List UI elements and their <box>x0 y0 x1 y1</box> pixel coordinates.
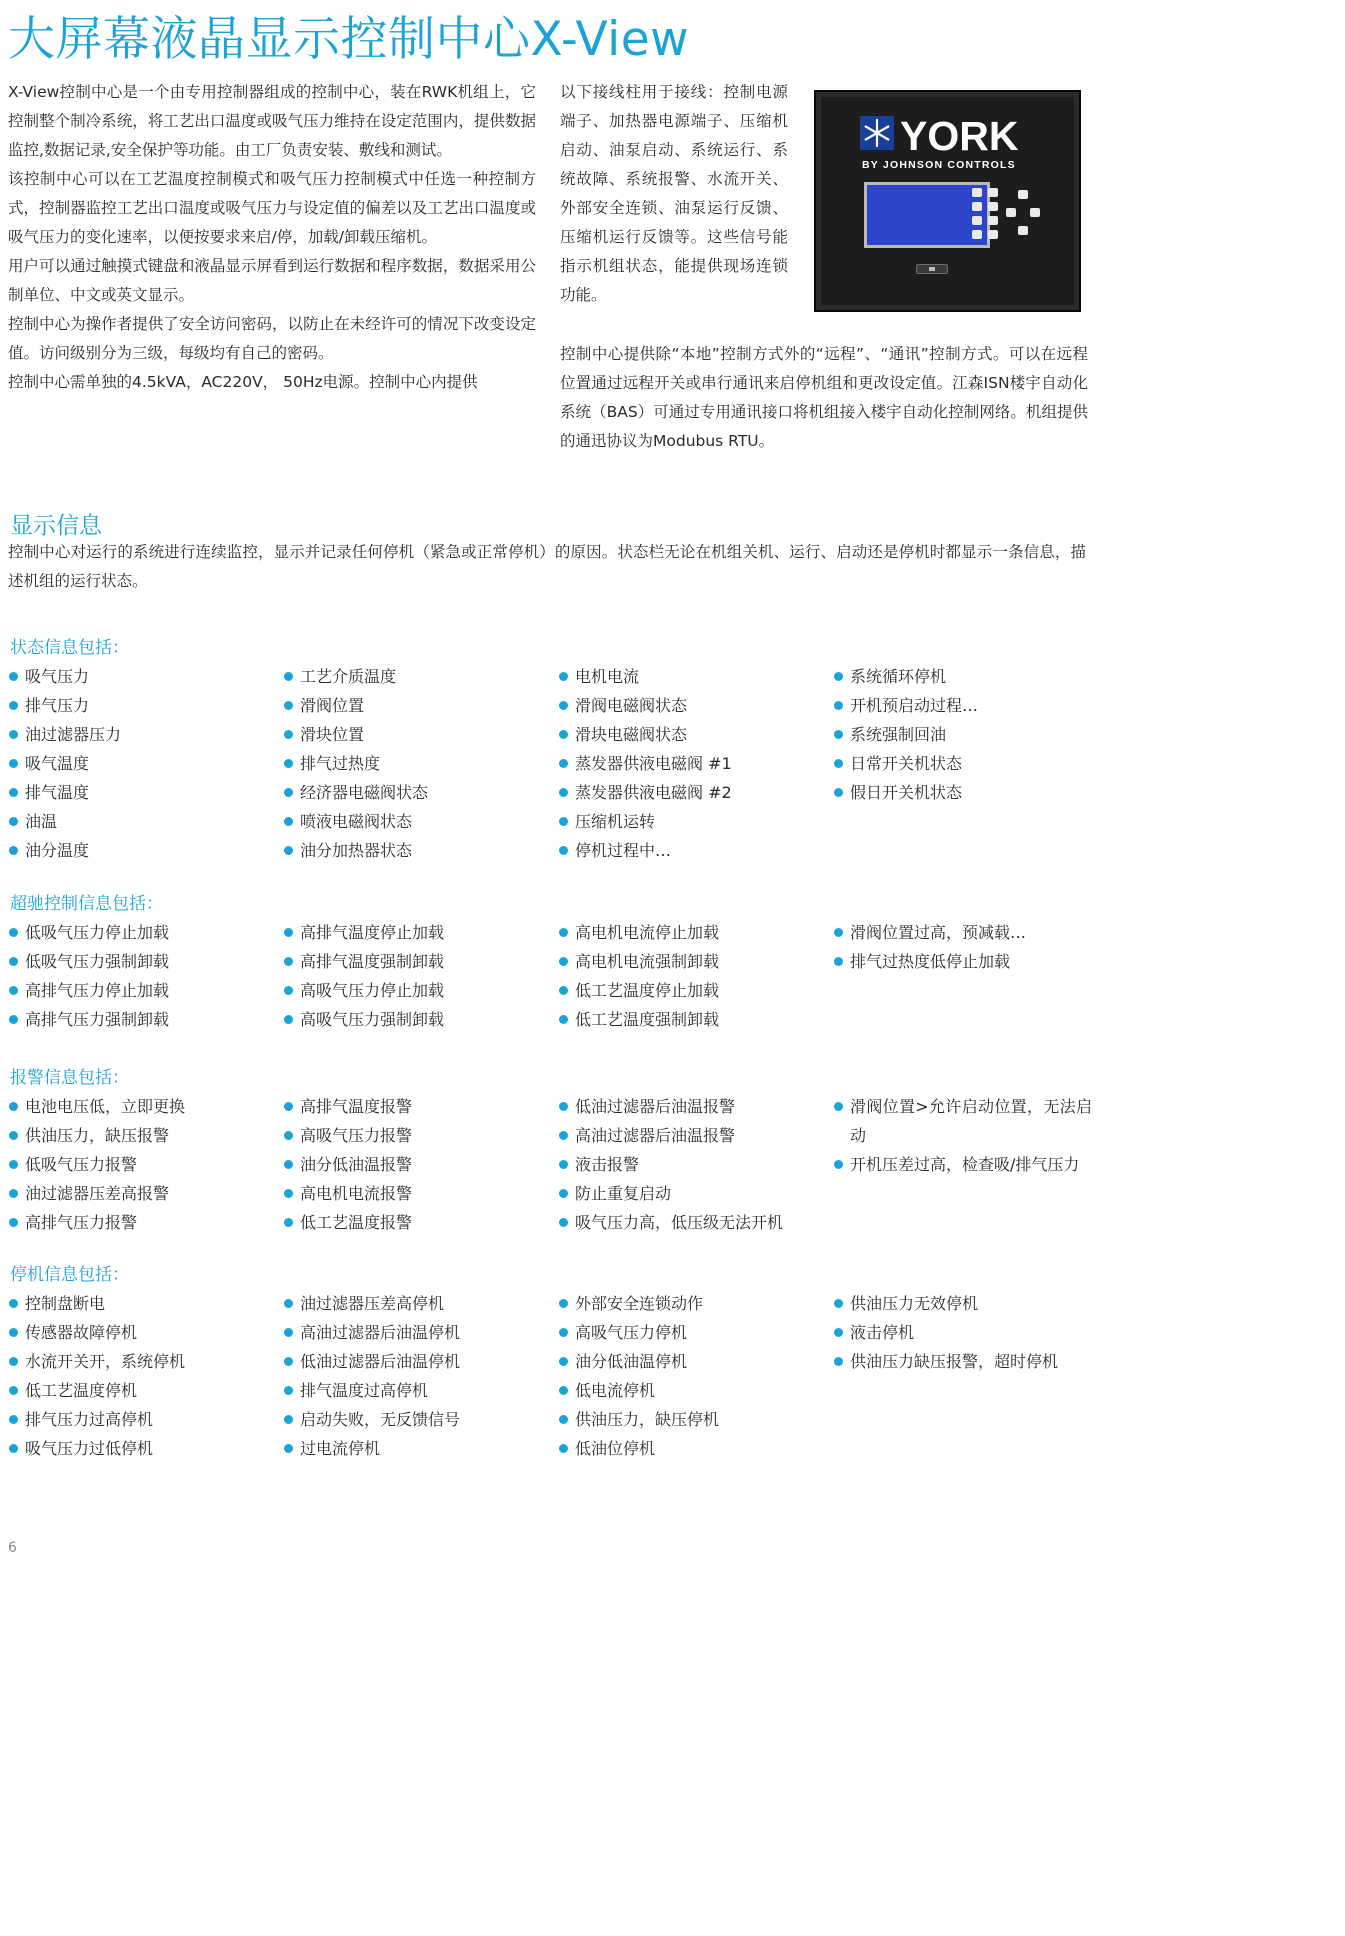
list-item: 排气温度 <box>8 778 283 807</box>
status-info-grid <box>8 662 1092 865</box>
list-item: 排气温度过高停机 <box>283 1376 558 1405</box>
list-item: 开机预启动过程… <box>833 691 1092 720</box>
york-logo <box>858 108 1042 172</box>
keypad-left-key[interactable] <box>1006 208 1016 217</box>
list-item: 启动失败，无反馈信号 <box>283 1405 558 1434</box>
intro-paragraph: X-View控制中心是一个由专用控制器组成的控制中心，装在RWK机组上，它控制整个制冷系统，将工艺出口温度或吸气压力维持在设定范围内，提供数据监控,数据记录,安全保护等功能。由工厂负责安装、敷线和测试。 <box>8 83 536 159</box>
info-column <box>283 1289 558 1463</box>
list-item: 供油压力，缺压报警 <box>8 1121 283 1150</box>
section-title-display: 显示信息 <box>10 513 102 539</box>
list-item: 系统循环停机 <box>833 662 1092 691</box>
list-item: 高电机电流强制卸载 <box>558 947 833 976</box>
list-item: 高吸气压力强制卸载 <box>283 1005 558 1034</box>
list-item: 排气压力 <box>8 691 283 720</box>
info-column <box>833 1092 1092 1237</box>
list-item: 排气过热度低停止加载 <box>833 947 1092 976</box>
list-item: 高排气温度停止加载 <box>283 918 558 947</box>
list-item: 供油压力缺压报警，超时停机 <box>833 1347 1092 1376</box>
york-sub-brand: BY JOHNSON CONTROLS <box>862 159 1016 171</box>
list-item: 系统强制回油 <box>833 720 1092 749</box>
shutdown-info-grid <box>8 1289 1092 1463</box>
info-column <box>558 918 833 1034</box>
intro-paragraph: 控制中心为操作者提供了安全访问密码，以防止在未经许可的情况下改变设定值。访问级别分为三级，每级均有自己的密码。 <box>8 315 536 362</box>
list-item: 低电流停机 <box>558 1376 833 1405</box>
list-item: 传感器故障停机 <box>8 1318 283 1347</box>
list-item: 高排气压力强制卸载 <box>8 1005 283 1034</box>
control-mode-description: 控制中心提供除“本地”控制方式外的“远程”、“通讯”控制方式。可以在远程位置通过远程开关或串行通讯来启停机组和更改设定值。江森ISN楼宇自动化系统（BAS）可通过专用通讯接口将机组接入楼宇自动化控制网络。机组提供的通迅协议为Modubus RTU。 <box>560 345 1088 450</box>
info-column <box>558 1289 833 1463</box>
list-item: 油分低油温停机 <box>558 1347 833 1376</box>
list-item: 日常开关机状态 <box>833 749 1092 778</box>
list-item: 滑块电磁阀状态 <box>558 720 833 749</box>
list-item: 排气过热度 <box>283 749 558 778</box>
list-item: 低油位停机 <box>558 1434 833 1463</box>
keypad-key[interactable] <box>972 216 982 225</box>
info-column <box>283 662 558 865</box>
keypad-key[interactable] <box>972 202 982 211</box>
list-item: 高吸气压力停止加载 <box>283 976 558 1005</box>
info-column <box>8 918 283 1034</box>
list-item: 压缩机运转 <box>558 807 833 836</box>
list-item: 低工艺温度报警 <box>283 1208 558 1237</box>
list-item: 高排气压力停止加载 <box>8 976 283 1005</box>
list-item: 低工艺温度强制卸载 <box>558 1005 833 1034</box>
info-column <box>558 1092 833 1237</box>
intro-left-column <box>8 78 536 397</box>
list-item: 喷液电磁阀状态 <box>283 807 558 836</box>
list-item: 高油过滤器后油温报警 <box>558 1121 833 1150</box>
intro-right-bottom <box>560 340 1088 456</box>
keypad-right-key[interactable] <box>1030 208 1040 217</box>
category-title-alarm: 报警信息包括： <box>10 1068 129 1088</box>
intro-paragraph: 该控制中心可以在工艺温度控制模式和吸气压力控制模式中任选一种控制方式，控制器监控工艺出口温度或吸气压力与设定值的偏差以及工艺出口温度或吸气压力的变化速率，以便按要求来启/停，加载/卸载压缩机。 <box>8 170 536 246</box>
list-item: 吸气压力 <box>8 662 283 691</box>
list-item: 吸气压力高，低压级无法开机 <box>558 1208 833 1237</box>
list-item: 低吸气压力强制卸载 <box>8 947 283 976</box>
terminal-description: 以下接线柱用于接线：控制电源端子、加热器电源端子、压缩机启动、油泵启动、系统运行、系统故障、系统报警、水流开关、外部安全连锁、油泵运行反馈、压缩机运行反馈等。这些信号能指示机组状态，能提供现场连锁功能。 <box>560 83 788 304</box>
list-item: 低工艺温度停机 <box>8 1376 283 1405</box>
keypad-down-key[interactable] <box>1018 226 1028 235</box>
list-item: 吸气压力过低停机 <box>8 1434 283 1463</box>
list-item: 油过滤器压差高停机 <box>283 1289 558 1318</box>
list-item: 蒸发器供液电磁阀 #1 <box>558 749 833 778</box>
list-item: 滑阀电磁阀状态 <box>558 691 833 720</box>
list-item: 电池电压低，立即更换 <box>8 1092 283 1121</box>
list-item: 液击停机 <box>833 1318 1092 1347</box>
list-item: 工艺介质温度 <box>283 662 558 691</box>
keypad-key[interactable] <box>972 188 982 197</box>
page-title: 大屏幕液晶显示控制中心X-View <box>8 12 690 67</box>
keypad-up-key[interactable] <box>1018 190 1028 199</box>
list-item: 高排气温度报警 <box>283 1092 558 1121</box>
page-number: 6 <box>8 1540 17 1556</box>
info-column <box>8 1092 283 1237</box>
category-title-override: 超驰控制信息包括： <box>10 894 163 914</box>
list-item: 吸气温度 <box>8 749 283 778</box>
info-column <box>283 918 558 1034</box>
display-description <box>8 538 1086 596</box>
info-column <box>558 662 833 865</box>
list-item: 低油过滤器后油温报警 <box>558 1092 833 1121</box>
list-item: 假日开关机状态 <box>833 778 1092 807</box>
list-item: 经济器电磁阀状态 <box>283 778 558 807</box>
list-item: 高电机电流停止加载 <box>558 918 833 947</box>
list-item: 高排气压力报警 <box>8 1208 283 1237</box>
alarm-info-grid <box>8 1092 1092 1237</box>
list-item: 滑块位置 <box>283 720 558 749</box>
keypad-key[interactable] <box>972 230 982 239</box>
list-item: 油分加热器状态 <box>283 836 558 865</box>
list-item: 油分温度 <box>8 836 283 865</box>
status-indicator <box>916 264 948 274</box>
list-item: 高油过滤器后油温停机 <box>283 1318 558 1347</box>
list-item: 电机电流 <box>558 662 833 691</box>
list-item: 排气压力过高停机 <box>8 1405 283 1434</box>
list-item: 油分低油温报警 <box>283 1150 558 1179</box>
list-item: 液击报警 <box>558 1150 833 1179</box>
list-item: 高电机电流报警 <box>283 1179 558 1208</box>
list-item: 滑阀位置>允许启动位置，无法启动 <box>833 1092 1092 1150</box>
list-item: 高排气温度强制卸载 <box>283 947 558 976</box>
list-item: 油过滤器压差高报警 <box>8 1179 283 1208</box>
list-item: 高吸气压力报警 <box>283 1121 558 1150</box>
list-item: 低吸气压力停止加载 <box>8 918 283 947</box>
info-column <box>833 918 1092 1034</box>
display-description-text: 控制中心对运行的系统进行连续监控，显示并记录任何停机（紧急或正常停机）的原因。状态栏无论在机组关机、运行、启动还是停机时都显示一条信息，描述机组的运行状态。 <box>8 543 1086 590</box>
list-item: 滑阀位置 <box>283 691 558 720</box>
category-title-shutdown: 停机信息包括： <box>10 1265 129 1285</box>
list-item: 过电流停机 <box>283 1434 558 1463</box>
keypad-key[interactable] <box>988 202 998 211</box>
list-item: 低油过滤器后油温停机 <box>283 1347 558 1376</box>
info-column <box>833 662 1092 865</box>
intro-right-top <box>560 78 788 310</box>
list-item: 控制盘断电 <box>8 1289 283 1318</box>
override-info-grid <box>8 918 1092 1034</box>
list-item: 滑阀位置过高，预减载… <box>833 918 1092 947</box>
list-item: 供油压力，缺压停机 <box>558 1405 833 1434</box>
list-item: 外部安全连锁动作 <box>558 1289 833 1318</box>
list-item: 防止重复启动 <box>558 1179 833 1208</box>
list-item: 油过滤器压力 <box>8 720 283 749</box>
list-item: 蒸发器供液电磁阀 #2 <box>558 778 833 807</box>
info-column <box>8 662 283 865</box>
keypad-key[interactable] <box>988 188 998 197</box>
list-item: 低工艺温度停止加载 <box>558 976 833 1005</box>
info-column <box>283 1092 558 1237</box>
list-item: 供油压力无效停机 <box>833 1289 1092 1318</box>
list-item: 水流开关开，系统停机 <box>8 1347 283 1376</box>
category-title-status: 状态信息包括： <box>10 638 129 658</box>
intro-paragraph: 控制中心需单独的4.5kVA，AC220V， 50Hz电源。控制中心内提供 <box>8 373 478 391</box>
york-brand-text: YORK <box>900 113 1019 159</box>
keypad-key[interactable] <box>988 216 998 225</box>
info-column <box>8 1289 283 1463</box>
list-item: 停机过程中… <box>558 836 833 865</box>
keypad[interactable] <box>968 186 1048 244</box>
keypad-key[interactable] <box>988 230 998 239</box>
info-column <box>833 1289 1092 1463</box>
list-item: 低吸气压力报警 <box>8 1150 283 1179</box>
list-item: 开机压差过高，检查吸/排气压力 <box>833 1150 1092 1179</box>
control-panel-photo <box>814 90 1081 312</box>
list-item: 高吸气压力停机 <box>558 1318 833 1347</box>
list-item: 油温 <box>8 807 283 836</box>
intro-paragraph: 用户可以通过触摸式键盘和液晶显示屏看到运行数据和程序数据，数据采用公制单位、中文或英文显示。 <box>8 257 536 304</box>
